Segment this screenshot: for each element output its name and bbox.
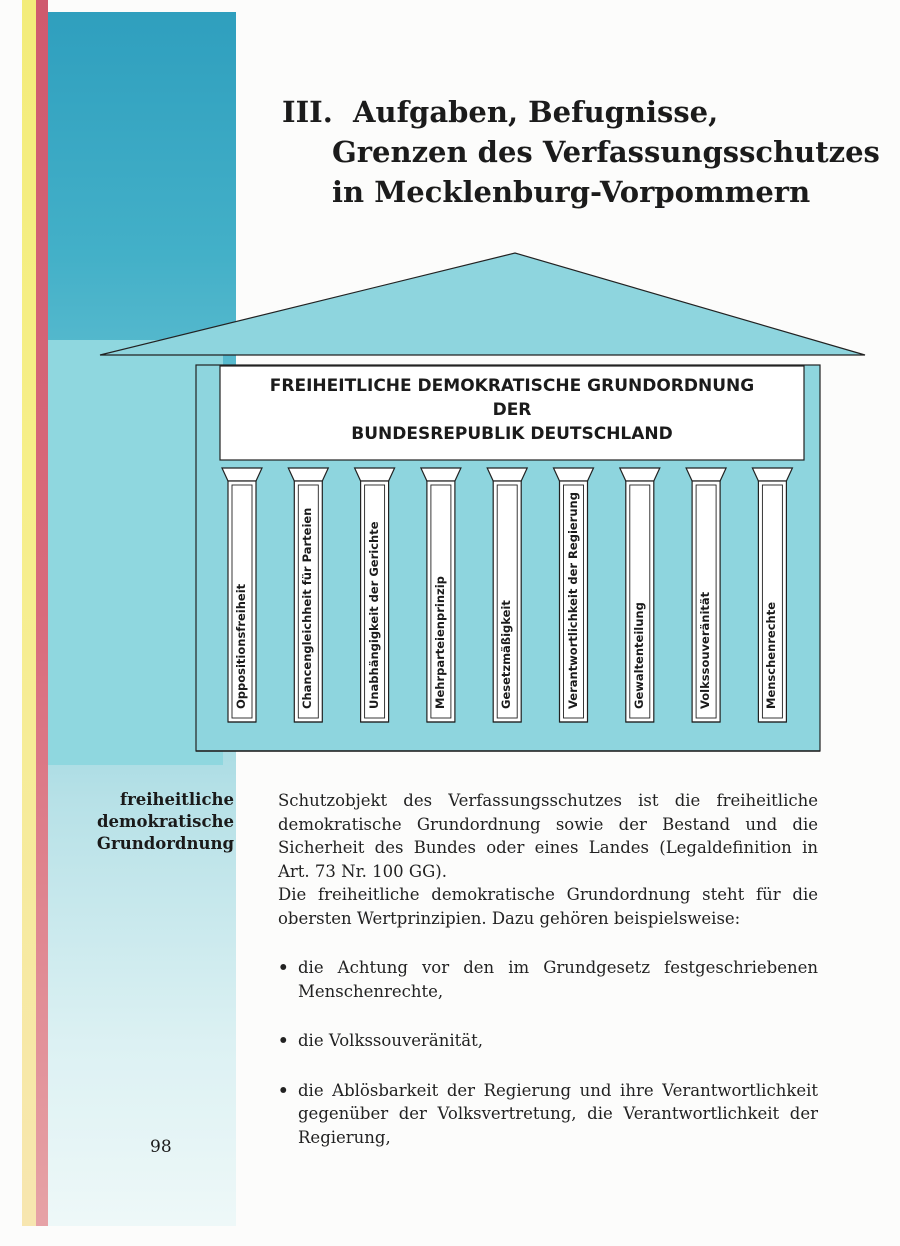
- banner-line-2: DER: [492, 400, 532, 420]
- bullet-item-3: • die Ablösbarkeit der Regierung und ihre Verantwortlichkeit gegenüber der Volksvertretung, die Verantwortlichkeit der Regierung,: [278, 1079, 818, 1150]
- pillar-label: [630, 485, 650, 727]
- pillar-capital: [686, 468, 726, 481]
- pillar-label: [298, 485, 318, 727]
- paragraph-2: Die freiheitliche demokratische Grundordnung steht für die obersten Wertprinzipien. Dazu gehören beispielsweise:: [278, 885, 818, 928]
- pillar-capital: [288, 468, 328, 481]
- pillar-label-text: Chancengleichheit für Parteien: [300, 507, 315, 709]
- pillar-label: [564, 485, 584, 727]
- chapter-number: III.: [282, 95, 333, 129]
- bullet-item-2: • die Volkssouveränität,: [278, 1029, 818, 1053]
- pillar-label-text: Menschenrechte: [764, 601, 779, 709]
- pillar-label: [365, 485, 385, 727]
- banner-line-1: FREIHEITLICHE DEMOKRATISCHE GRUNDORDNUNG: [269, 376, 755, 396]
- pillar-label: [497, 485, 517, 727]
- fdgo-banner: [220, 366, 804, 460]
- pillar-capital: [421, 468, 461, 481]
- pillar-label-text: Volkssouveränität: [698, 591, 713, 709]
- heading-text-1: Aufgaben, Befugnisse,: [353, 95, 719, 129]
- paragraph-1: Schutzobjekt des Verfassungsschutzes ist die freiheitliche demokratische Grundordnung sowie der Bestand und die Sicherheit des Bundes oder eines Landes (Legaldefinition in Art. 73 Nr. 100 GG).: [278, 791, 818, 881]
- temple-roof: [100, 253, 865, 355]
- bullet-item-1: • die Achtung vor den im Grundgesetz festgeschriebenen Menschenrechte,: [278, 956, 818, 1003]
- heading-line-2: Grenzen des Verfassungsschutzes: [332, 135, 880, 169]
- pillar-label-text: Unabhängigkeit der Gerichte: [366, 521, 381, 709]
- margin-note-line-3: Grundordnung: [96, 834, 234, 853]
- page-number: 98: [150, 1137, 172, 1157]
- bullet-list: [278, 956, 818, 1149]
- margin-note-line-1: freiheitliche: [119, 790, 234, 809]
- margin-note: [56, 789, 234, 855]
- banner-line-3: BUNDESREPUBLIK DEUTSCHLAND: [351, 424, 673, 444]
- pillar-label-text: Gewaltenteilung: [631, 602, 646, 709]
- pillar-label: [232, 485, 252, 727]
- body-text: [278, 789, 818, 1149]
- pillar-label-text: Gesetzmäßigkeit: [499, 600, 514, 709]
- pillar-capital: [222, 468, 262, 481]
- pillar-capital: [620, 468, 660, 481]
- pillar-label: [431, 485, 451, 727]
- pillar-label: [696, 485, 716, 727]
- pillar-label: [762, 485, 782, 727]
- pillar-label-text: Verantwortlichkeit der Regierung: [565, 492, 580, 709]
- pillar-capital: [554, 468, 594, 481]
- pillar-capital: [355, 468, 395, 481]
- pillar-label-text: Oppositionsfreiheit: [234, 583, 248, 709]
- heading-line-3: in Mecklenburg-Vorpommern: [332, 175, 811, 209]
- pillar-capital: [752, 468, 792, 481]
- margin-note-line-2: demokratische: [96, 812, 234, 831]
- pillar-capital: [487, 468, 527, 481]
- pillar-label-text: Mehrparteienprinzip: [432, 576, 447, 709]
